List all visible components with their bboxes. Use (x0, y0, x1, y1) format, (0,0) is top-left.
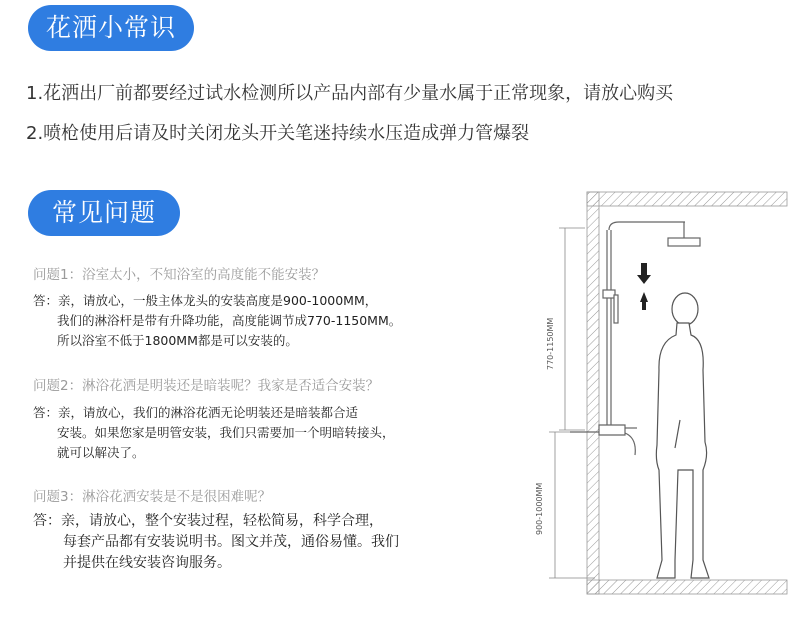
faq-question-1: 问题1：浴室太小，不知浴室的高度能不能安装？ (33, 267, 326, 283)
faq-answer-1 (33, 291, 401, 351)
tips-title-badge: 花洒小常识 (28, 5, 194, 51)
faq-question-2: 问题2：淋浴花洒是明装还是暗装呢？我家是否适合安装？ (33, 378, 380, 394)
installation-diagram (525, 180, 790, 620)
tip-item-1: 1.花洒出厂前都要经过试水检测所以产品内部有少量水属于正常现象，请放心购买 (26, 83, 674, 104)
faq-answer-3-line-3: 并提供在线安装咨询服务。 (63, 555, 231, 571)
lower-dimension-label: 900-1000MM (535, 482, 544, 535)
faq-answer-3-line-1: 答：亲，请放心，整个安装过程，轻松简易，科学合理， (33, 513, 383, 529)
faq-title-badge: 常见问题 (28, 190, 180, 236)
faq-question-3: 问题3：淋浴花洒安装是不是很困难呢？ (33, 489, 272, 505)
faq-answer-2-line-2: 安装。如果您家是明管安装，我们只需要加一个明暗转接头， (57, 425, 395, 440)
faq-answer-1-line-3: 所以浴室不低于1800MM都是可以安装的。 (57, 333, 298, 348)
height-arrows (637, 263, 651, 310)
faq-answer-3 (33, 511, 399, 574)
faq-answer-3-line-2: 每套产品都有安装说明书。图文并茂，通俗易懂。我们 (63, 534, 399, 550)
faq-answer-2-line-1: 答：亲，请放心，我们的淋浴花洒无论明装还是暗装都合适 (33, 405, 359, 420)
faq-answer-1-line-2: 我们的淋浴杆是带有升降功能，高度能调节成770-1150MM。 (57, 313, 402, 328)
faq-answer-2-line-3: 就可以解决了。 (57, 445, 145, 460)
faq-answer-2 (33, 403, 395, 463)
tip-item-2: 2.喷枪使用后请及时关闭龙头开关笔迷持续水压造成弹力管爆裂 (26, 123, 530, 144)
faq-answer-1-line-1: 答：亲，请放心，一般主体龙头的安装高度是900-1000MM， (33, 293, 378, 308)
person-figure (656, 293, 709, 578)
upper-dimension-label: 770-1150MM (546, 317, 555, 370)
